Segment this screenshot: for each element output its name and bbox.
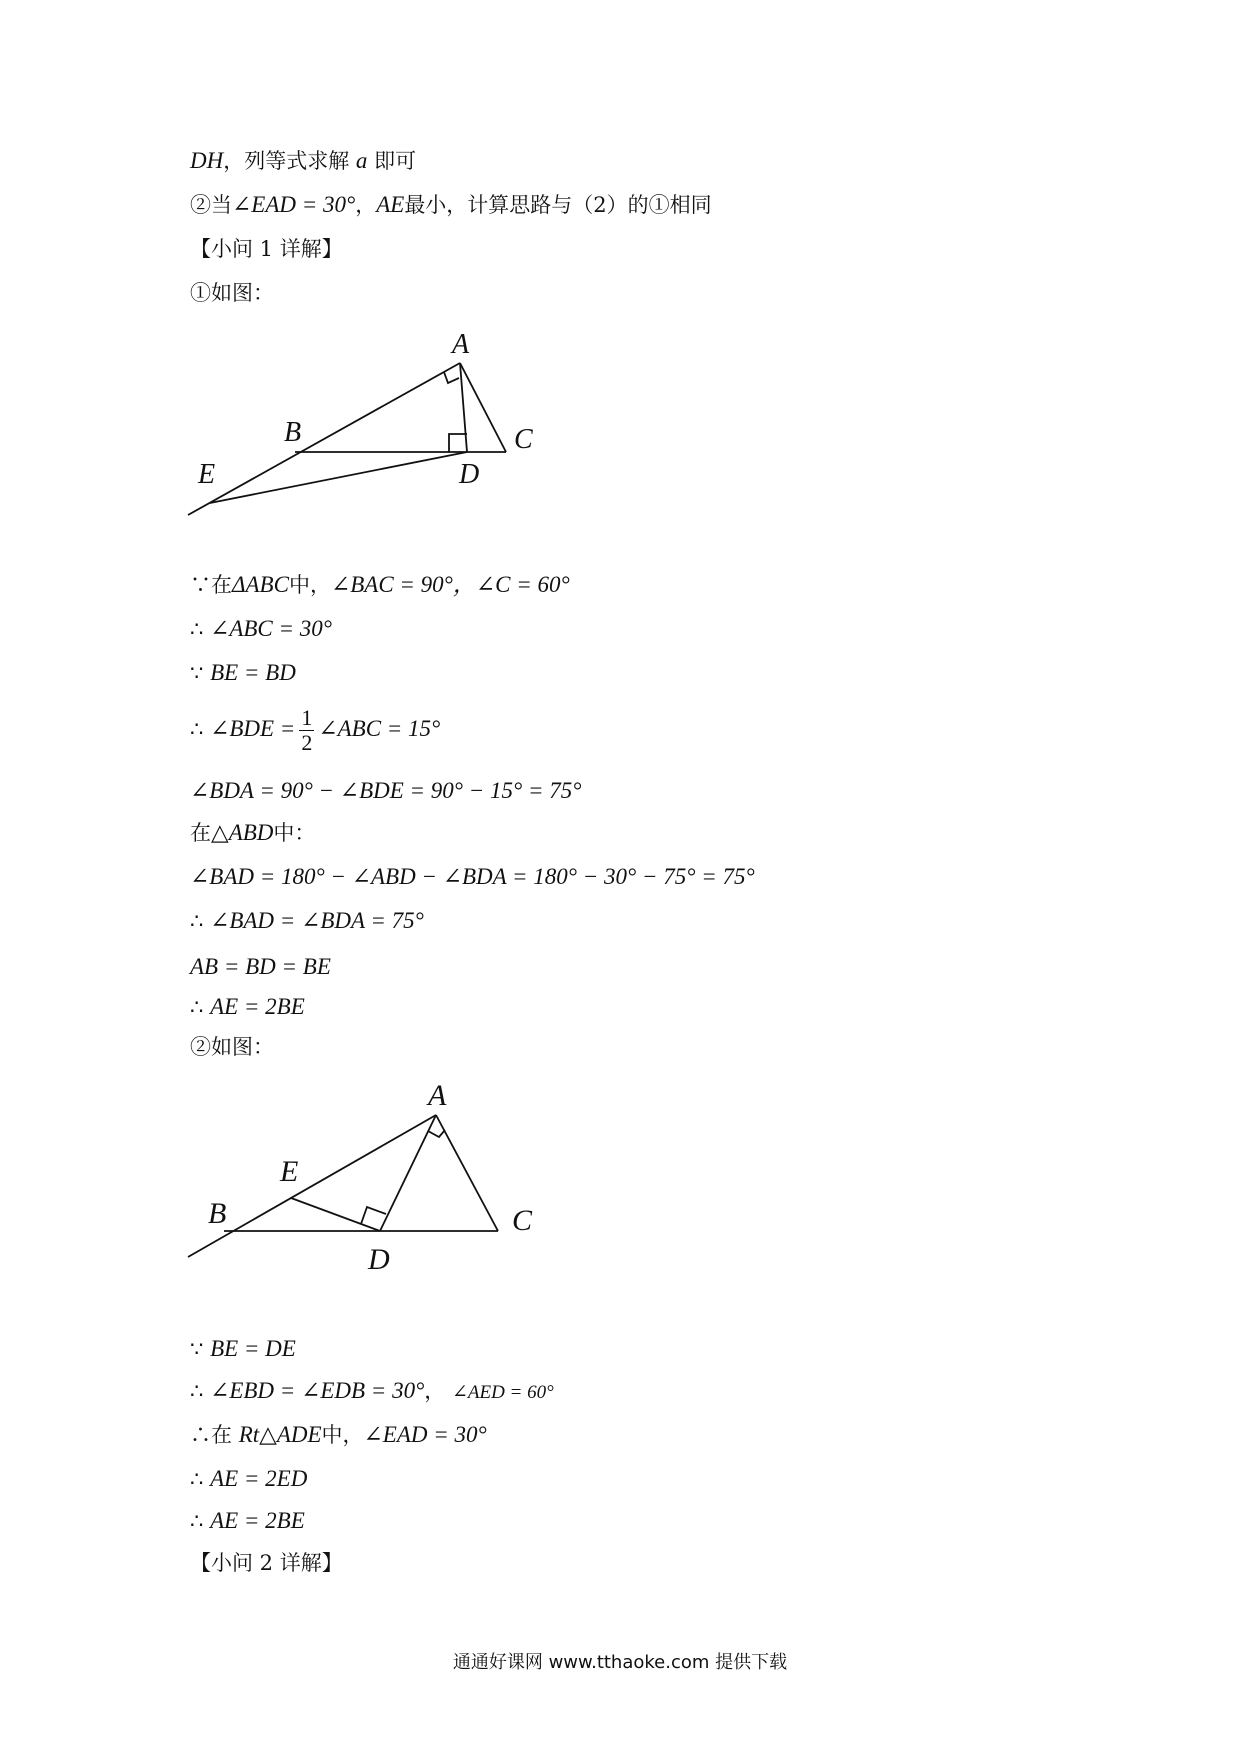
text-line-11: ∠BAD = 180° − ∠ABD − ∠BDA = 180° − 30° − 75° = 75° <box>190 864 755 889</box>
text-line-1: DH，列等式求解 a 即可 <box>190 148 417 173</box>
right-angle-mark-a <box>428 1130 445 1137</box>
label-c: C <box>512 1204 533 1237</box>
label-d: D <box>459 459 480 490</box>
label-b: B <box>284 417 302 448</box>
label-c: C <box>514 424 533 455</box>
line-ac <box>436 1115 498 1231</box>
text-line-2: ②当∠EAD = 30°，AE最小，计算思路与（2）的①相同 <box>190 192 712 217</box>
text-line-17: ∴ ∠EBD = ∠EDB = 30°， ∠AED = 60° <box>190 1378 554 1403</box>
figure-2 <box>180 1075 560 1295</box>
text-line-6: ∴ ∠ABC = 30° <box>190 616 332 641</box>
figure-2-caption: ②如图： <box>190 1035 274 1059</box>
label-e: E <box>198 459 216 490</box>
text-line-12: ∴ ∠BAD = ∠BDA = 75° <box>190 908 424 933</box>
right-angle-mark-d <box>361 1207 386 1224</box>
text-line-16: ∵ BE = DE <box>190 1336 296 1361</box>
label-a: A <box>428 1079 447 1112</box>
line-ed <box>210 452 467 503</box>
text-line-9: ∠BDA = 90° − ∠BDE = 90° − 15° = 75° <box>190 778 582 803</box>
section-heading-1: 【小问 1 详解】 <box>190 237 343 261</box>
section-heading-2: 【小问 2 详解】 <box>190 1551 343 1575</box>
label-a: A <box>452 329 470 360</box>
label-b: B <box>208 1197 227 1230</box>
text-line-20: ∴ AE = 2BE <box>190 1508 305 1533</box>
figure-1 <box>180 320 560 530</box>
fraction-one-half: $\frac{1}{2}$ <box>301 705 313 755</box>
text-line-14: ∴ AE = 2BE <box>190 994 305 1019</box>
text-line-19: ∴ AE = 2ED <box>190 1466 308 1491</box>
text-line-18: ∴在 Rt△ADE中，∠EAD = 30° <box>190 1422 487 1447</box>
line-ba <box>188 1115 436 1257</box>
figure-1-caption: ①如图： <box>190 281 274 305</box>
line-ed <box>291 1198 380 1231</box>
label-e: E <box>280 1155 299 1188</box>
text-line-8: ∴ ∠BDE = $\frac{1}{2}$ ∠ABC = 15° <box>190 705 441 755</box>
right-angle-mark-d <box>449 434 467 452</box>
right-angle-mark-a <box>444 372 459 383</box>
line-ad <box>380 1115 436 1231</box>
text-line-13: AB = BD = BE <box>190 954 331 979</box>
line-ea <box>188 363 460 515</box>
line-ac <box>460 363 506 452</box>
text-line-10: 在△ABD中： <box>190 820 316 845</box>
text-line-7: ∵ BE = BD <box>190 660 296 685</box>
label-d: D <box>368 1243 390 1276</box>
text-line-5: ∵在ΔABC中，∠BAC = 90°，∠C = 60° <box>190 572 570 597</box>
page-footer: 通通好课网 www.tthaoke.com 提供下载 <box>452 1652 788 1673</box>
